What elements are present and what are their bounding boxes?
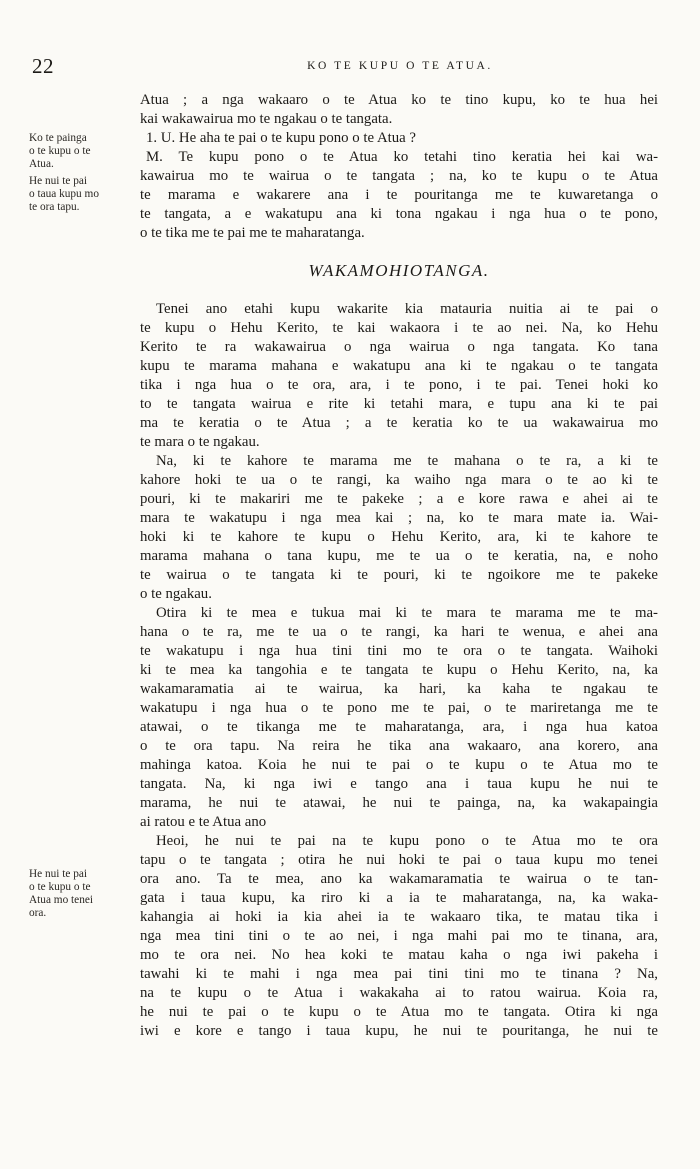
main-text	[140, 91, 658, 1041]
side-note-line: o te kupu o te	[29, 145, 91, 157]
text-line: mo te ora nei. No hea koki te matau kaha o nga iwi pakeha i	[140, 947, 658, 963]
text-line: mara te wakatupu i nga mea kai ; na, ko te mara mate ia. Wai-	[140, 510, 658, 526]
text-line: ora ano. Ta te mea, ano ka wakamaramatia te wairua o te tan-	[140, 871, 658, 887]
text-line: o te ngakau.	[140, 586, 212, 602]
text-line: tawahi ki te mahi i nga mea pai tini tini mo te tinana ? Na,	[140, 966, 658, 982]
answer-line: te marama e wakarere ana i te pouritanga me te kuwaretanga o	[140, 187, 658, 203]
text-line: wakatupu i nga hua o te pono me te pai, o te mariretanga me te	[140, 700, 658, 716]
side-note-ora-tapu	[29, 175, 141, 214]
paragraph-1	[140, 300, 658, 452]
text-line: ma te keratia o te Atua ; a te keratia ko te ua wakawairua mo	[140, 415, 658, 431]
text-line: kai wakawairua mo te ngakau o te tangata.	[140, 111, 393, 127]
question-answer	[140, 129, 658, 243]
page-number: 22	[32, 54, 54, 78]
side-note-line: Atua mo tenei	[29, 894, 93, 906]
answer-line: te tangata, a e wakatupu ana ki tona ngakau i nga hua o te pono,	[140, 206, 658, 222]
text-line: to te tangata wairua e rite ki tetahi mara, e tupu ana ki te pai	[140, 396, 658, 412]
text-line: Kerito te ra wakawairua o nga wairua o nga tangata. Ko tana	[140, 339, 658, 355]
side-note-line: o taua kupu mo	[29, 188, 99, 200]
side-note-line: o te kupu o te	[29, 881, 91, 893]
side-note-painga	[29, 132, 141, 171]
text-line: tapu o te tangata ; otira he nui hoki te pai o taua kupu mo tenei	[140, 852, 658, 868]
text-line: hoki ki te kahore te kupu o Hehu Kerito, ara, ki te kahore te	[140, 529, 658, 545]
text-line: pouri, ki te makariri me te pakeke ; a e kore rawa e ahei ai te	[140, 491, 658, 507]
text-line: ai ratou e te Atua ano	[140, 814, 267, 830]
answer-line: M. Te kupu pono o te Atua ko tetahi tino keratia hei kai wa-	[146, 149, 658, 165]
side-note-line: te ora tapu.	[29, 201, 80, 213]
text-line: kupu te marama mahana e wakatupu ana ki te ngakau o te tangata	[140, 358, 658, 374]
section-heading: WAKAMOHIOTANGA.	[308, 261, 490, 280]
text-line: tangata. Na, ki nga iwi e tango ana i taua kupu he nui te	[140, 776, 658, 792]
text-line: Heoi, he nui te pai na te kupu pono o te Atua mo te ora	[156, 833, 658, 849]
text-line: o te ora tapu. Na reira he tika ana wakaaro, ana korero, ana	[140, 738, 658, 754]
answer-line: kawairua mo te wairua o te tangata ; na, ko te kupu o te Atua	[140, 168, 658, 184]
answer-line: o te tika me te pai me te maharatanga.	[140, 225, 365, 241]
text-line: gata i taua kupu, ka riro ki a ia te maharatanga, na, ka waka-	[140, 890, 658, 906]
text-line: kahangia ai hoki ia kia ahei ia te wakaaro tika, te matau tika i	[140, 909, 658, 925]
side-note-line: ora.	[29, 907, 47, 919]
running-head: KO TE KUPU O TE ATUA.	[307, 60, 493, 72]
text-line: te wakatupu i nga hua tini tini mo te ora o te tangata. Waihoki	[140, 643, 658, 659]
text-line: te mara o te ngakau.	[140, 434, 260, 450]
text-line: te kupu o Hehu Kerito, te kai wakaora i te ao nei. Na, ko Hehu	[140, 320, 658, 336]
text-line: marama, he nui te atawai, he nui te painga, na, ka wakapaingia	[140, 795, 658, 811]
text-line: kahore hoki te ua o te rangi, ka waiho nga mara o te ao ki te	[140, 472, 658, 488]
paragraph-2	[140, 452, 658, 604]
side-note-line: He nui te pai	[29, 175, 88, 187]
side-note-tenei-ora	[29, 868, 141, 920]
text-line: mahinga katoa. Koia he nui te pai o te kupu o te Atua mo te	[140, 757, 658, 773]
side-note-line: He nui te pai	[29, 868, 88, 880]
text-line: he nui te pai o te kupu o te Atua mo te tangata. Otira ki nga	[140, 1004, 658, 1020]
question-line: 1. U. He aha te pai o te kupu pono o te Atua ?	[146, 130, 416, 146]
text-line: Atua ; a nga wakaaro o te Atua ko te tino kupu, ko te hua hei	[140, 92, 658, 108]
text-line: atawai, o te tikanga me te maharatanga, ara, i nga hua katoa	[140, 719, 658, 735]
text-line: Otira ki te mea e tukua mai ki te mara te marama me te ma-	[156, 605, 658, 621]
text-line: wakamaramatia ai te wairua, ka hari, ka kaha te ngakau te	[140, 681, 658, 697]
paragraph-4	[140, 832, 658, 1041]
side-note-line: Atua.	[29, 158, 54, 170]
paragraph-3	[140, 604, 658, 832]
text-line: te wairua o te tangata ki te pouri, ki te ngoikore me te pakeke	[140, 567, 658, 583]
text-line: tika i nga hua o te ora, ara, i te pono, i te pai. Tenei hoki ko	[140, 377, 658, 393]
side-note-line: Ko te painga	[29, 132, 87, 144]
text-line: nga mea tini tini o te ao nei, i nga mahi pai mo te tinana, ara,	[140, 928, 658, 944]
text-line: iwi e kore e tango i taua kupu, he nui te pouritanga, he nui te	[140, 1023, 658, 1039]
text-line: na te kupu o te Atua i wakakaha ai to ratou wairua. Koia ra,	[140, 985, 658, 1001]
text-line: marama mahana o tana kupu, me te ua o te keratia, na, e noho	[140, 548, 658, 564]
paragraph-continued	[140, 91, 658, 129]
text-line: hana o te ra, me te ua o te rangi, ka hari te wenua, e ahei ana	[140, 624, 658, 640]
text-line: Tenei ano etahi kupu wakarite kia matauria nuitia ai te pai o	[156, 301, 658, 317]
text-line: Na, ki te kahore te marama me te mahana o te ra, a ki te	[156, 453, 658, 469]
text-line: ki te mea ka tangohia e te tangata te kupu o Hehu Kerito, na, ka	[140, 662, 658, 678]
